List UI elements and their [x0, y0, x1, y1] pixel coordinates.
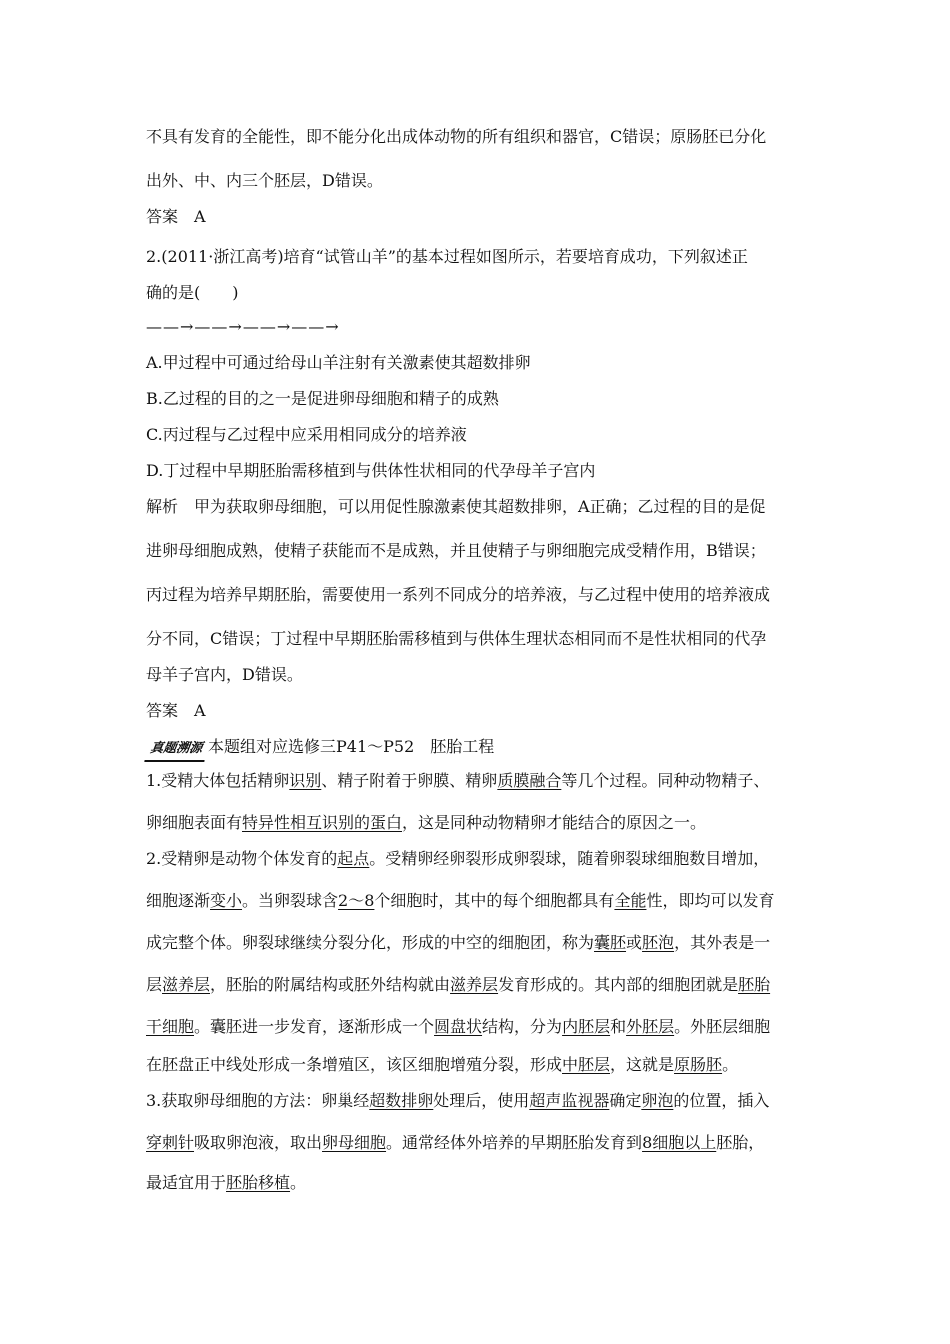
blank-answer: 囊胚: [594, 933, 627, 952]
p2-line-3: [146, 932, 770, 954]
p2-line-1: [146, 848, 769, 870]
blank-answer: 内胚层: [562, 1017, 611, 1036]
text: 2.受精卵是动物个体发育的: [146, 849, 338, 868]
blank-answer: 胚胎移植: [226, 1173, 291, 1192]
text: 、精子附着于卵膜、精卵: [321, 771, 498, 790]
text: 吸取卵泡液，取出: [194, 1133, 323, 1152]
text: 个细胞时，其中的每个细胞都具有: [374, 891, 615, 910]
text: 等几个过程。同种动物精子、: [561, 771, 770, 790]
blank-answer: 超声监视器: [529, 1091, 610, 1110]
text: 的位置，插入: [673, 1091, 770, 1110]
p2-line-5: [146, 1016, 770, 1038]
text: 胚胎，: [716, 1133, 765, 1152]
p1-line-2: [146, 812, 706, 834]
blank-answer: 质膜融合: [497, 771, 562, 790]
p2-line-2: [146, 890, 774, 912]
blank-answer: 8细胞以上: [642, 1133, 717, 1152]
analysis-line-5: 母羊子宫内，D错误。: [146, 665, 303, 684]
text: ，这是同种动物精卵才能结合的原因之一。: [402, 813, 707, 832]
question-2-stem-line-2: 确的是( ): [146, 283, 239, 302]
prev-explanation-line-1: 不具有发育的全能性，即不能分化出成体动物的所有组织和器官，C错误；原肠胚已分化: [146, 127, 767, 146]
text: 确定: [609, 1091, 642, 1110]
text: 。受精卵经卵裂形成卵裂球，随着卵裂球细胞数目增加，: [369, 849, 770, 868]
prev-answer: 答案 A: [146, 207, 206, 226]
p2-line-6: [146, 1054, 738, 1076]
p3-line-3: [146, 1172, 306, 1194]
text: 最适宜用于: [146, 1173, 227, 1192]
question-2-stem-line-1: 2.(2011·浙江高考)培育“试管山羊”的基本过程如图所示，若要培育成功，下列叙述正: [146, 247, 748, 266]
text: 或: [626, 933, 643, 952]
text: 卵细胞表面有: [146, 813, 243, 832]
blank-answer: 穿刺针: [146, 1133, 195, 1152]
blank-answer: 起点: [337, 849, 370, 868]
source-text: 本题组对应选修三P41～P52 胚胎工程: [208, 737, 495, 756]
text: 。外胚层细胞: [674, 1017, 771, 1036]
text: 和: [610, 1017, 627, 1036]
p2-line-4: [146, 974, 770, 996]
blank-answer: 外胚层: [626, 1017, 675, 1036]
source-badge: 真题溯源: [144, 738, 207, 762]
analysis-line-4: 分不同，C错误；丁过程中早期胚胎需移植到与供体生理状态相同而不是性状相同的代孕: [146, 629, 767, 648]
text: 处理后，使用: [433, 1091, 530, 1110]
p1-line-1: [146, 770, 769, 792]
p3-line-2: [146, 1132, 764, 1154]
option-d: D.丁过程中早期胚胎需移植到与供体性状相同的代孕母羊子宫内: [146, 461, 596, 480]
prev-explanation-line-2: 出外、中、内三个胚层，D错误。: [146, 171, 383, 190]
source-line: [146, 736, 494, 762]
text: 1.受精大体包括精卵: [146, 771, 290, 790]
text: 结构，分为: [482, 1017, 563, 1036]
blank-answer: 全能: [614, 891, 647, 910]
text: ，其外表是一: [674, 933, 771, 952]
text: 3.获取卵母细胞的方法：卵巢经: [146, 1091, 370, 1110]
q2-answer: 答案 A: [146, 701, 206, 720]
blank-answer: 变小: [210, 891, 243, 910]
blank-answer: 2～8: [338, 891, 375, 910]
blank-answer: 特异性相互识别的蛋白: [242, 813, 403, 832]
text: 。囊胚进一步发育，逐渐形成一个: [194, 1017, 435, 1036]
text: 。: [722, 1055, 739, 1074]
blank-answer: 卵母细胞: [322, 1133, 387, 1152]
analysis-line-2: 进卵母细胞成熟，使精子获能而不是成熟，并且使精子与卵细胞完成受精作用，B错误；: [146, 541, 766, 560]
blank-answer: 超数排卵: [369, 1091, 434, 1110]
analysis-line-3: 丙过程为培养早期胚胎，需要使用一系列不同成分的培养液，与乙过程中使用的培养液成: [146, 585, 771, 604]
text: 层: [146, 975, 163, 994]
blank-answer: 干细胞: [146, 1017, 195, 1036]
p3-line-1: [146, 1090, 769, 1112]
text: 。: [290, 1173, 307, 1192]
text: 细胞逐渐: [146, 891, 211, 910]
blank-answer: 原肠胚: [674, 1055, 723, 1074]
option-b: B.乙过程的目的之一是促进卵母细胞和精子的成熟: [146, 389, 499, 408]
blank-answer: 圆盘状: [434, 1017, 483, 1036]
blank-answer: 胚泡: [642, 933, 675, 952]
text: 成完整个体。卵裂球继续分裂分化，形成的中空的细胞团，称为: [146, 933, 595, 952]
blank-answer: 中胚层: [562, 1055, 611, 1074]
text: ，胚胎的附属结构或胚外结构就由: [210, 975, 451, 994]
blank-answer: 滋养层: [450, 975, 499, 994]
blank-answer: 识别: [289, 771, 322, 790]
process-flow-arrows: ——→——→——→——→: [146, 317, 340, 336]
blank-answer: 卵泡: [641, 1091, 674, 1110]
text: 发育形成的。其内部的细胞团就是: [498, 975, 739, 994]
analysis-line-1: 解析 甲为获取卵母细胞，可以用促性腺激素使其超数排卵，A正确；乙过程的目的是促: [146, 497, 766, 516]
text: ，这就是: [610, 1055, 675, 1074]
blank-answer: 胚胎: [738, 975, 771, 994]
option-a: A.甲过程中可通过给母山羊注射有关激素使其超数排卵: [146, 353, 531, 372]
text: 。通常经体外培养的早期胚胎发育到: [386, 1133, 643, 1152]
text: 。当卵裂球含: [242, 891, 339, 910]
blank-answer: 滋养层: [162, 975, 211, 994]
text: 性，即均可以发育: [646, 891, 775, 910]
text: 在胚盘正中线处形成一条增殖区，该区细胞增殖分裂，形成: [146, 1055, 563, 1074]
option-c: C.丙过程与乙过程中应采用相同成分的培养液: [146, 425, 467, 444]
